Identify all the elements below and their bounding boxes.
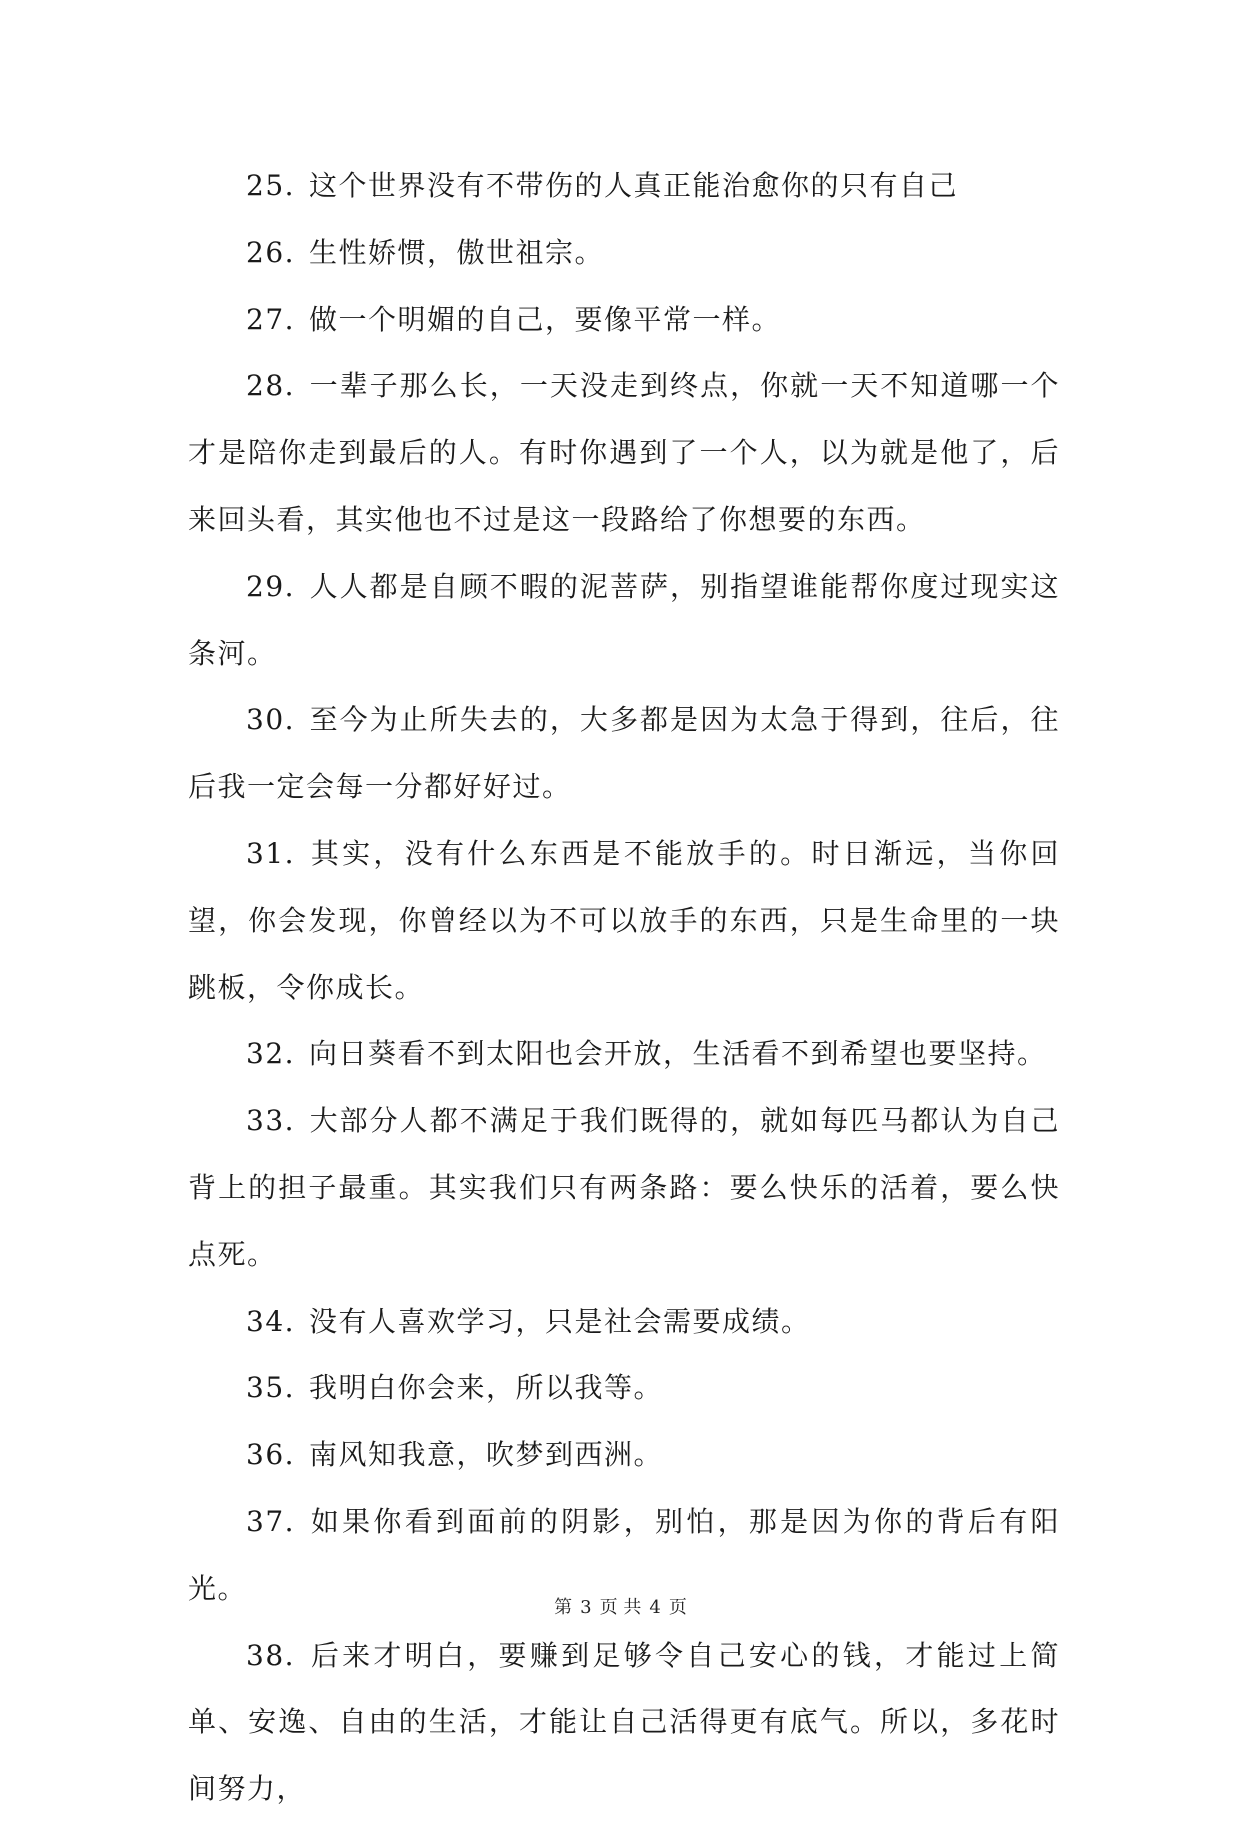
list-item <box>188 287 1060 354</box>
item-text: 我明白你会来，所以我等。 <box>309 1371 664 1405</box>
item-text: 其实，没有什么东西是不能放手的。时日渐远，当你回望，你会发现，你曾经以为不可以放手的东西，只是生命里的一块跳板，令你成长。 <box>188 836 1060 1004</box>
total-page-number: 4 <box>649 1597 661 1618</box>
list-item <box>188 220 1060 287</box>
list-item <box>188 1021 1060 1088</box>
item-text: 向日葵看不到太阳也会开放，生活看不到希望也要坚持。 <box>309 1037 1047 1071</box>
item-text: 人人都是自顾不暇的泥菩萨，别指望谁能帮你度过现实这条河。 <box>188 569 1060 670</box>
item-number: 28. <box>246 369 296 403</box>
item-number: 32. <box>246 1037 296 1071</box>
footer-prefix: 第 <box>554 1597 573 1618</box>
item-number: 25. <box>246 169 296 202</box>
footer-suffix: 页 <box>668 1597 687 1618</box>
item-number: 33. <box>246 1104 296 1138</box>
current-page-number: 3 <box>580 1597 592 1618</box>
list-item <box>188 353 1060 553</box>
list-item <box>188 687 1060 821</box>
item-text: 做一个明媚的自己，要像平常一样。 <box>309 302 782 336</box>
item-number: 35. <box>246 1371 296 1405</box>
list-item <box>188 821 1060 1021</box>
item-text: 后来才明白，要赚到足够令自己安心的钱，才能过上简单、安逸、自由的生活，才能让自己活得更有底气。所以，多花时间努力， <box>188 1638 1060 1806</box>
item-text: 南风知我意，吹梦到西洲。 <box>309 1438 664 1472</box>
list-item <box>188 1422 1060 1489</box>
list-item <box>188 554 1060 688</box>
list-item <box>188 1355 1060 1422</box>
item-text: 没有人喜欢学习，只是社会需要成绩。 <box>309 1304 811 1338</box>
footer-mid: 页 共 <box>599 1597 642 1618</box>
item-number: 37. <box>246 1504 296 1538</box>
item-number: 34. <box>246 1304 296 1338</box>
item-text: 这个世界没有不带伤的人真正能治愈你的只有自己 <box>309 169 959 202</box>
item-text: 生性娇惯，傲世祖宗。 <box>309 235 605 269</box>
item-number: 31. <box>246 836 296 870</box>
page-footer <box>0 1596 1241 1620</box>
item-number: 36. <box>246 1438 296 1472</box>
item-number: 27. <box>246 302 296 336</box>
list-item <box>188 1289 1060 1356</box>
item-number: 26. <box>246 235 296 269</box>
document-body <box>188 153 1060 1823</box>
item-text: 如果你看到面前的阴影，别怕，那是因为你的背后有阳光。 <box>188 1504 1060 1605</box>
item-text: 大部分人都不满足于我们既得的，就如每匹马都认为自己背上的担子最重。其实我们只有两条路：要么快乐的活着，要么快点死。 <box>188 1104 1060 1271</box>
list-item <box>188 153 1060 220</box>
item-number: 30. <box>246 703 296 737</box>
item-number: 29. <box>246 569 296 603</box>
list-item <box>188 1088 1060 1288</box>
item-text: 至今为止所失去的，大多都是因为太急于得到，往后，往后我一定会每一分都好好过。 <box>188 703 1060 804</box>
item-number: 38. <box>246 1638 296 1672</box>
item-text: 一辈子那么长，一天没走到终点，你就一天不知道哪一个才是陪你走到最后的人。有时你遇到了一个人，以为就是他了，后来回头看，其实他也不过是这一段路给了你想要的东西。 <box>188 369 1060 536</box>
list-item <box>188 1623 1060 1823</box>
